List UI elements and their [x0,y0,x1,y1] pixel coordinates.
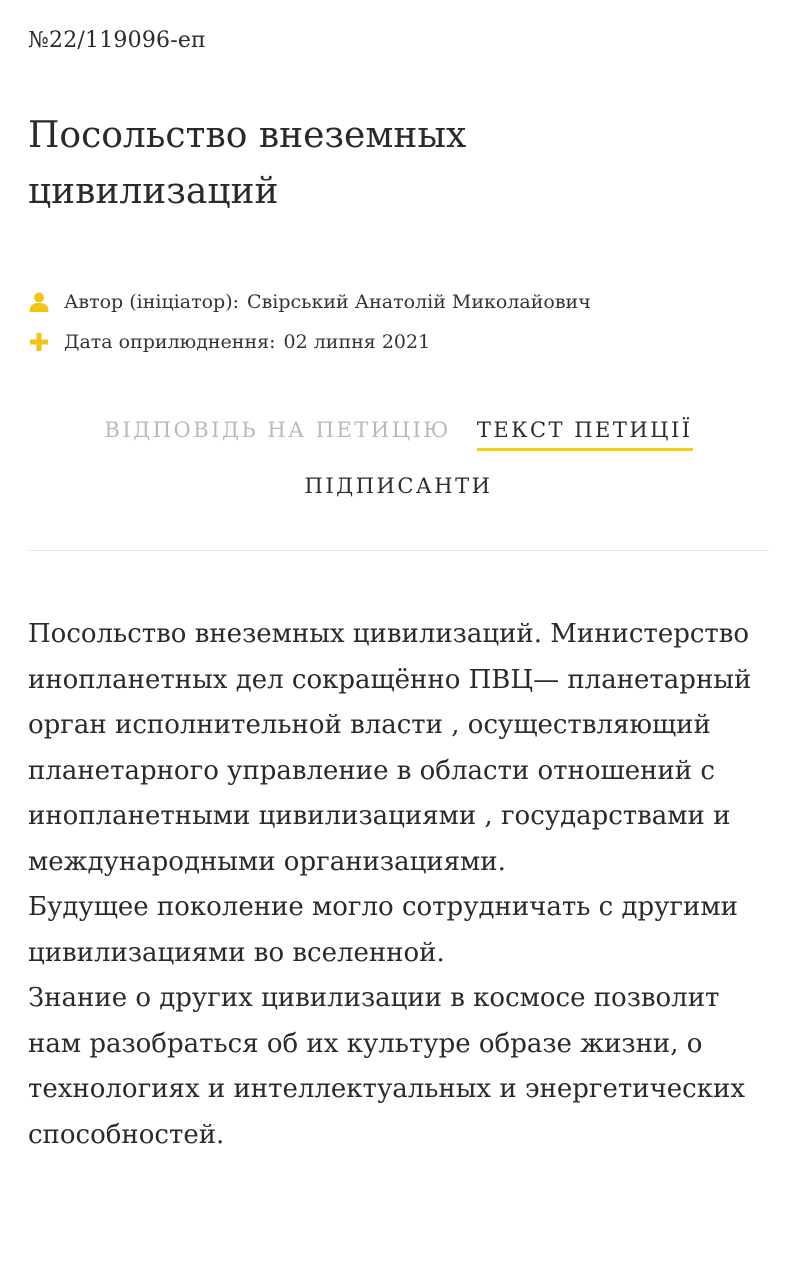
petition-paragraph: Будущее поколение могло сотрудничать с другими цивилизациями во вселенной. [28,892,738,968]
author-row [28,282,773,322]
date-row [28,322,773,362]
user-icon [28,291,50,313]
divider [28,550,769,551]
tab-row-primary [0,418,797,474]
date-label: Дата оприлюднення: [64,331,276,353]
petition-body [28,612,773,1158]
petition-paragraph: Посольство внеземных цивилизаций. Министерство инопланетных дел сокращённо ПВЦ— планетарный орган исполнительной власти , осуществляющий планетарного управление в области отношений с инопланетными цивилизациями , государствами и международными организациями. [28,619,752,877]
author-name: Свірський Анатолій Миколайович [247,291,591,313]
tab-signers[interactable]: ПІДПИСАНТИ [304,474,493,498]
petition-paragraph: Знание о других цивилизации в космосе позволит нам разобраться об их культуре образе жизни, о технологиях и интеллектуальных и энергетических способностей. [28,983,745,1150]
plus-icon [28,331,50,353]
petition-tabs [0,418,797,530]
petition-meta [28,282,773,362]
date-value: 02 липня 2021 [283,331,431,353]
tab-response[interactable]: ВІДПОВІДЬ НА ПЕТИЦІЮ [104,418,451,442]
tab-row-secondary [0,474,797,530]
tab-petition-text[interactable]: ТЕКСТ ПЕТИЦІЇ [477,418,693,451]
petition-number: №22/119096-еп [28,28,206,53]
author-label: Автор (ініціатор): [64,291,240,313]
petition-title: Посольство внеземных цивилизаций [28,115,467,212]
